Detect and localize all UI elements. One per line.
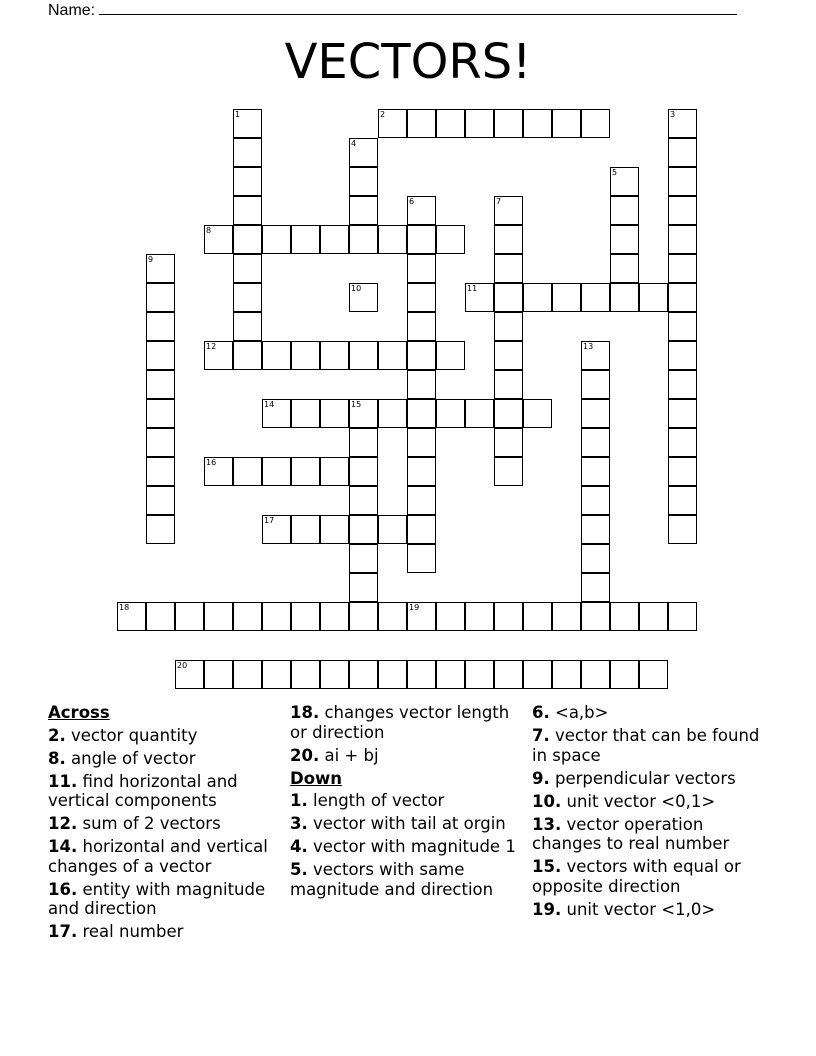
grid-cell[interactable] <box>233 341 262 370</box>
grid-cell[interactable] <box>552 283 581 312</box>
grid-cell[interactable] <box>407 486 436 515</box>
clue-item-number: 14. <box>48 837 78 856</box>
clue-item <box>290 746 522 766</box>
grid-cell[interactable] <box>378 399 407 428</box>
clue-item-text: vector that can be found in space <box>532 726 760 765</box>
clue-number: 12 <box>206 342 217 351</box>
clue-item-text: vector operation changes to real number <box>532 814 730 853</box>
clue-number: 9 <box>148 255 154 264</box>
clue-item <box>48 837 276 876</box>
grid-cell[interactable] <box>349 225 378 254</box>
grid-cell[interactable] <box>581 573 610 602</box>
clue-number: 14 <box>264 400 275 409</box>
clue-item-number: 15. <box>532 857 562 876</box>
grid-cell[interactable] <box>668 399 697 428</box>
clue-item <box>48 726 276 746</box>
grid-cell[interactable] <box>407 457 436 486</box>
grid-cell[interactable] <box>349 660 378 689</box>
grid-cell[interactable] <box>320 457 349 486</box>
grid-cell[interactable] <box>436 602 465 631</box>
clue-item <box>48 880 276 919</box>
grid-cell[interactable] <box>610 254 639 283</box>
grid-cell[interactable] <box>465 109 494 138</box>
grid-cell[interactable] <box>262 341 291 370</box>
grid-cell[interactable] <box>349 486 378 515</box>
grid-cell[interactable] <box>668 602 697 631</box>
down-heading: Down <box>290 768 343 788</box>
grid-cell[interactable] <box>494 370 523 399</box>
grid-cell[interactable] <box>668 312 697 341</box>
grid-cell[interactable] <box>668 457 697 486</box>
grid-cell[interactable] <box>523 109 552 138</box>
grid-cell[interactable] <box>378 225 407 254</box>
clue-item-text: changes vector length or direction <box>290 703 510 742</box>
grid-cell[interactable] <box>262 660 291 689</box>
clue-item-number: 1. <box>290 791 308 810</box>
grid-cell[interactable] <box>581 660 610 689</box>
grid-cell[interactable] <box>146 341 175 370</box>
clue-item-number: 3. <box>290 814 308 833</box>
grid-cell[interactable] <box>320 225 349 254</box>
grid-cell[interactable] <box>610 196 639 225</box>
grid-cell[interactable] <box>204 457 233 486</box>
grid-cell[interactable] <box>668 225 697 254</box>
grid-cell[interactable] <box>407 660 436 689</box>
grid-cell[interactable] <box>233 457 262 486</box>
grid-cell[interactable] <box>494 109 523 138</box>
grid-cell[interactable] <box>581 109 610 138</box>
grid-cell[interactable] <box>349 573 378 602</box>
clue-number: 16 <box>206 458 217 467</box>
grid-cell[interactable] <box>407 515 436 544</box>
grid-cell[interactable] <box>552 660 581 689</box>
grid-cell[interactable] <box>349 602 378 631</box>
grid-cell[interactable] <box>291 225 320 254</box>
grid-cell[interactable] <box>610 167 639 196</box>
clue-number: 18 <box>119 603 130 612</box>
grid-cell[interactable] <box>668 341 697 370</box>
clue-number: 13 <box>583 342 594 351</box>
clue-item <box>532 726 760 765</box>
clues-column-1 <box>48 703 276 945</box>
grid-cell[interactable] <box>407 370 436 399</box>
grid-cell[interactable] <box>233 312 262 341</box>
grid-cell[interactable] <box>146 486 175 515</box>
grid-cell[interactable] <box>581 486 610 515</box>
grid-cell[interactable] <box>262 602 291 631</box>
clue-item-number: 4. <box>290 837 308 856</box>
clue-number: 7 <box>496 197 502 206</box>
clue-item <box>532 900 760 920</box>
clue-number: 5 <box>612 168 618 177</box>
grid-cell[interactable] <box>204 602 233 631</box>
name-label: Name: <box>48 2 96 19</box>
clue-item-text: sum of 2 vectors <box>82 814 221 833</box>
grid-cell[interactable] <box>407 399 436 428</box>
clue-item <box>290 703 522 742</box>
clue-item-number: 5. <box>290 860 308 879</box>
clue-item-number: 11. <box>48 771 78 791</box>
grid-cell[interactable] <box>668 109 697 138</box>
grid-cell[interactable] <box>291 515 320 544</box>
grid-cell[interactable] <box>552 109 581 138</box>
grid-cell[interactable] <box>407 428 436 457</box>
clue-number: 6 <box>409 197 415 206</box>
grid-cell[interactable] <box>668 486 697 515</box>
clue-item <box>48 749 276 769</box>
clue-item-text: vectors with equal or opposite direction <box>532 857 741 896</box>
clue-item <box>48 772 276 811</box>
grid-cell[interactable] <box>146 602 175 631</box>
clues-column-3 <box>532 703 760 923</box>
grid-cell[interactable] <box>320 602 349 631</box>
clue-item-text: entity with magnitude and direction <box>48 879 266 918</box>
clue-item-text: find horizontal and vertical components <box>48 771 238 810</box>
grid-cell[interactable] <box>494 341 523 370</box>
clue-number: 4 <box>351 139 357 148</box>
clue-item-text: perpendicular vectors <box>555 768 736 788</box>
grid-cell[interactable] <box>668 283 697 312</box>
grid-cell[interactable] <box>668 428 697 457</box>
grid-cell[interactable] <box>610 602 639 631</box>
grid-cell[interactable] <box>175 602 204 631</box>
grid-cell[interactable] <box>233 660 262 689</box>
grid-cell[interactable] <box>668 196 697 225</box>
clue-item-text: vector with tail at orgin <box>313 814 506 833</box>
clues-column-2 <box>290 703 522 903</box>
grid-cell[interactable] <box>117 602 146 631</box>
grid-cell[interactable] <box>146 515 175 544</box>
grid-cell[interactable] <box>581 515 610 544</box>
grid-cell[interactable] <box>204 225 233 254</box>
clue-item-text: unit vector <1,0> <box>566 899 716 919</box>
grid-cell[interactable] <box>407 312 436 341</box>
clue-item-text: vectors with same magnitude and direction <box>290 860 494 899</box>
grid-cell[interactable] <box>320 660 349 689</box>
grid-cell[interactable] <box>233 138 262 167</box>
grid-cell[interactable] <box>465 283 494 312</box>
clue-item-text: vector quantity <box>71 725 198 745</box>
clue-item <box>290 791 522 811</box>
grid-cell[interactable] <box>233 167 262 196</box>
grid-cell[interactable] <box>320 399 349 428</box>
clue-number: 2 <box>380 110 386 119</box>
grid-cell[interactable] <box>552 602 581 631</box>
clue-item-number: 16. <box>48 879 78 899</box>
clue-item-text: real number <box>82 922 184 941</box>
clue-item-number: 7. <box>532 726 550 745</box>
grid-cell[interactable] <box>146 399 175 428</box>
grid-cell[interactable] <box>639 602 668 631</box>
clue-item-text: vector with magnitude 1 <box>313 837 516 856</box>
grid-cell[interactable] <box>436 660 465 689</box>
grid-cell[interactable] <box>262 225 291 254</box>
grid-cell[interactable] <box>668 370 697 399</box>
clue-number: 17 <box>264 516 275 525</box>
clue-number: 8 <box>206 226 212 235</box>
clue-number: 10 <box>351 284 362 293</box>
grid-cell[interactable] <box>610 283 639 312</box>
clue-item-text: ai + bj <box>324 745 379 765</box>
grid-cell[interactable] <box>639 283 668 312</box>
grid-cell[interactable] <box>233 196 262 225</box>
page-title: VECTORS! <box>284 34 532 90</box>
grid-cell[interactable] <box>349 399 378 428</box>
clue-item <box>532 792 760 812</box>
grid-cell[interactable] <box>349 167 378 196</box>
clue-item-number: 18. <box>290 703 320 722</box>
grid-cell[interactable] <box>668 167 697 196</box>
grid-cell[interactable] <box>349 428 378 457</box>
grid-cell[interactable] <box>146 457 175 486</box>
grid-cell[interactable] <box>349 138 378 167</box>
grid-cell[interactable] <box>494 399 523 428</box>
grid-cell[interactable] <box>639 660 668 689</box>
grid-cell[interactable] <box>349 544 378 573</box>
grid-cell[interactable] <box>668 515 697 544</box>
grid-cell[interactable] <box>494 196 523 225</box>
grid-cell[interactable] <box>610 660 639 689</box>
clue-item-text: unit vector <0,1> <box>566 791 716 811</box>
grid-cell[interactable] <box>581 428 610 457</box>
grid-cell[interactable] <box>262 515 291 544</box>
grid-cell[interactable] <box>581 602 610 631</box>
clue-item-text: <a,b> <box>555 703 609 722</box>
grid-cell[interactable] <box>436 109 465 138</box>
grid-cell[interactable] <box>349 457 378 486</box>
grid-cell[interactable] <box>146 254 175 283</box>
grid-cell[interactable] <box>146 370 175 399</box>
clue-item <box>532 815 760 854</box>
grid-cell[interactable] <box>233 109 262 138</box>
grid-cell[interactable] <box>146 428 175 457</box>
grid-cell[interactable] <box>378 515 407 544</box>
grid-cell[interactable] <box>407 544 436 573</box>
grid-cell[interactable] <box>291 660 320 689</box>
clue-item-number: 8. <box>48 748 66 768</box>
grid-cell[interactable] <box>233 254 262 283</box>
grid-cell[interactable] <box>581 457 610 486</box>
clue-item-number: 19. <box>532 899 562 919</box>
clue-number: 20 <box>177 661 188 670</box>
clue-item-number: 13. <box>532 814 562 834</box>
grid-cell[interactable] <box>436 341 465 370</box>
clue-item-number: 20. <box>290 745 320 765</box>
grid-cell[interactable] <box>204 660 233 689</box>
grid-cell[interactable] <box>320 515 349 544</box>
clue-number: 3 <box>670 110 676 119</box>
grid-cell[interactable] <box>668 138 697 167</box>
grid-cell[interactable] <box>407 602 436 631</box>
clue-item <box>290 814 522 834</box>
grid-cell[interactable] <box>204 341 233 370</box>
clue-item-number: 2. <box>48 725 66 745</box>
grid-cell[interactable] <box>378 109 407 138</box>
clue-item <box>48 922 276 942</box>
grid-cell[interactable] <box>233 225 262 254</box>
grid-cell[interactable] <box>407 254 436 283</box>
grid-cell[interactable] <box>465 660 494 689</box>
grid-cell[interactable] <box>581 283 610 312</box>
clue-item <box>290 837 522 857</box>
grid-cell[interactable] <box>581 370 610 399</box>
grid-cell[interactable] <box>291 602 320 631</box>
grid-cell[interactable] <box>494 602 523 631</box>
grid-cell[interactable] <box>465 602 494 631</box>
clue-number: 15 <box>351 400 362 409</box>
grid-cell[interactable] <box>407 341 436 370</box>
grid-cell[interactable] <box>407 109 436 138</box>
clue-item-number: 9. <box>532 768 550 788</box>
clue-item-number: 10. <box>532 791 562 811</box>
grid-cell[interactable] <box>407 225 436 254</box>
grid-cell[interactable] <box>349 515 378 544</box>
grid-cell[interactable] <box>349 196 378 225</box>
clue-item <box>290 860 522 899</box>
grid-cell[interactable] <box>146 283 175 312</box>
clue-item <box>48 814 276 834</box>
grid-cell[interactable] <box>378 660 407 689</box>
grid-cell[interactable] <box>349 283 378 312</box>
grid-cell[interactable] <box>436 399 465 428</box>
grid-cell[interactable] <box>349 341 378 370</box>
grid-cell[interactable] <box>407 196 436 225</box>
grid-cell[interactable] <box>523 602 552 631</box>
clue-item <box>532 703 760 723</box>
grid-cell[interactable] <box>291 341 320 370</box>
grid-cell[interactable] <box>523 283 552 312</box>
grid-cell[interactable] <box>378 602 407 631</box>
clue-item-text: length of vector <box>313 791 445 810</box>
clue-item-number: 17. <box>48 922 78 941</box>
grid-cell[interactable] <box>175 660 204 689</box>
grid-cell[interactable] <box>523 660 552 689</box>
clue-number: 1 <box>235 110 241 119</box>
grid-cell[interactable] <box>581 544 610 573</box>
grid-cell[interactable] <box>494 254 523 283</box>
grid-cell[interactable] <box>581 341 610 370</box>
grid-cell[interactable] <box>378 341 407 370</box>
clue-item-text: horizontal and vertical changes of a vector <box>48 837 268 876</box>
grid-cell[interactable] <box>610 225 639 254</box>
grid-cell[interactable] <box>494 225 523 254</box>
grid-cell[interactable] <box>668 254 697 283</box>
clue-item-text: angle of vector <box>71 748 196 768</box>
grid-cell[interactable] <box>494 312 523 341</box>
grid-cell[interactable] <box>494 660 523 689</box>
grid-cell[interactable] <box>407 283 436 312</box>
grid-cell[interactable] <box>436 225 465 254</box>
grid-cell[interactable] <box>262 399 291 428</box>
clue-item <box>532 857 760 896</box>
clue-item-number: 12. <box>48 814 78 833</box>
clue-number: 11 <box>467 284 478 293</box>
grid-cell[interactable] <box>291 457 320 486</box>
grid-cell[interactable] <box>494 428 523 457</box>
clue-item <box>532 769 760 789</box>
grid-cell[interactable] <box>233 602 262 631</box>
across-heading: Across <box>48 703 110 722</box>
grid-cell[interactable] <box>494 457 523 486</box>
grid-cell[interactable] <box>291 399 320 428</box>
grid-cell[interactable] <box>146 312 175 341</box>
clue-item-number: 6. <box>532 703 550 722</box>
grid-cell[interactable] <box>320 341 349 370</box>
grid-cell[interactable] <box>581 399 610 428</box>
grid-cell[interactable] <box>233 283 262 312</box>
grid-cell[interactable] <box>262 457 291 486</box>
grid-cell[interactable] <box>523 399 552 428</box>
grid-cell[interactable] <box>494 283 523 312</box>
clue-number: 19 <box>409 603 420 612</box>
grid-cell[interactable] <box>465 399 494 428</box>
